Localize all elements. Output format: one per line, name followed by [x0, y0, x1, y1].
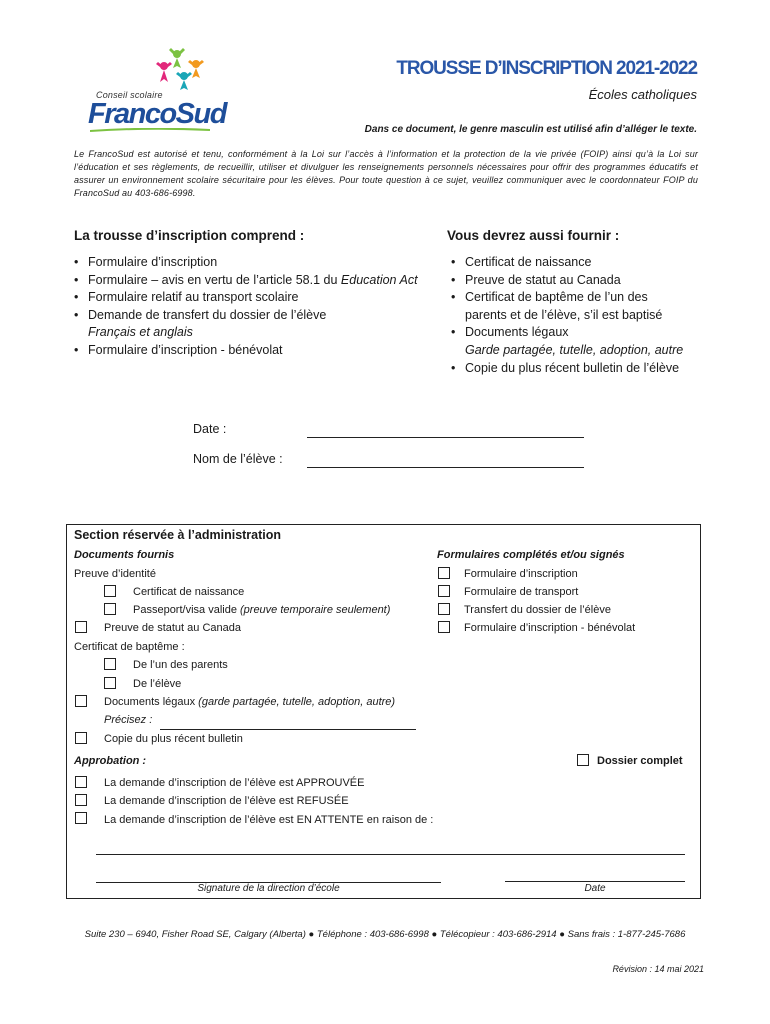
required-docs-heading: Vous devrez aussi fournir : [447, 228, 620, 243]
refused-label: La demande d’inscription de l’élève est REFUSÉE [104, 795, 349, 807]
signature-caption: Signature de la direction d’école [197, 883, 340, 894]
logo-swoosh-icon [90, 128, 210, 132]
legal-docs-label: Documents légaux (garde partagée, tutelle, adoption, autre) [104, 696, 396, 708]
revision-date: Révision : 14 mai 2021 [612, 964, 704, 974]
list-item: • Formulaire relatif au transport scolaire [74, 289, 434, 307]
list-item: • Demande de transfert du dossier de l’élève Français et anglais [74, 307, 434, 342]
gender-note: Dans ce document, le genre masculin est utilisé afin d’alléger le texte. [364, 124, 697, 135]
file-complete-label: Dossier complet [597, 755, 683, 767]
logo-star-green [169, 48, 185, 68]
birth-certificate-label: Certificat de naissance [133, 586, 245, 598]
baptism-label: Certificat de baptême : [74, 641, 185, 653]
signature-date-caption: Date [584, 883, 606, 894]
approved-label: La demande d’inscription de l’élève est APPROUVÉE [104, 777, 365, 789]
form-transfer-label: Transfert du dossier de l’élève [464, 604, 611, 616]
admin-section [66, 524, 701, 899]
file-complete-checkbox[interactable] [577, 754, 589, 766]
page-subtitle: Écoles catholiques [588, 87, 697, 102]
student-name-label: Nom de l’élève : [193, 452, 283, 466]
list-item: • Preuve de statut au Canada [451, 272, 711, 290]
logo-star-teal [176, 72, 192, 90]
kit-contents-list [74, 254, 434, 360]
list-item: • Formulaire d’inscription [74, 254, 434, 272]
baptism-student-checkbox[interactable] [104, 677, 116, 689]
list-item: • Copie du plus récent bulletin de l’élève [451, 360, 711, 378]
kit-contents-heading: La trousse d’inscription comprend : [74, 228, 305, 243]
form-volunteer-checkbox[interactable] [438, 621, 450, 633]
page-title: TROUSSE D’INSCRIPTION 2021-2022 [396, 58, 697, 79]
baptism-parent-label: De l’un des parents [133, 659, 228, 671]
specify-label: Précisez : [104, 714, 153, 726]
logo-tagline: Conseil scolaire [96, 90, 163, 100]
status-proof-checkbox[interactable] [75, 621, 87, 633]
status-proof-label: Preuve de statut au Canada [104, 622, 241, 634]
list-item: • Documents légaux Garde partagée, tutelle, adoption, autre [451, 324, 711, 359]
signature-date-field[interactable] [505, 881, 685, 882]
required-docs-list [451, 254, 711, 377]
foip-notice: Le FrancoSud est autorisé et tenu, conformément à la Loi sur l’accès à l’information et la protection de la vie privée (FOIP) ainsi qu’à la Loi sur l’éducation et ses règlements, de recueillir, utiliser et divulguer les renseignements personnels nécessaires pour offrir des programmes éducatifs et assurer un environnement scolaire sécuritaire pour les élèves. Pour toute question à ce sujet, veuillez communiquer avec le coordonnateur FOIP du FrancoSud au 403-686-6998. [74, 149, 698, 199]
form-transfer-checkbox[interactable] [438, 603, 450, 615]
baptism-parent-checkbox[interactable] [104, 658, 116, 670]
list-item: • Certificat de baptême de l’un des parents et de l’élève, s’il est baptisé [451, 289, 711, 324]
approved-checkbox[interactable] [75, 776, 87, 788]
birth-certificate-checkbox[interactable] [104, 585, 116, 597]
passport-label: Passeport/visa valide (preuve temporaire seulement) [133, 604, 391, 616]
docs-provided-heading: Documents fournis [74, 549, 175, 561]
form-volunteer-label: Formulaire d’inscription - bénévolat [464, 622, 636, 634]
logo-star-pink [156, 62, 172, 82]
pending-label: La demande d’inscription de l’élève est EN ATTENTE en raison de : [104, 814, 434, 826]
student-name-field[interactable] [307, 467, 584, 468]
refused-checkbox[interactable] [75, 794, 87, 806]
form-registration-label: Formulaire d’inscription [464, 568, 578, 580]
baptism-student-label: De l’élève [133, 678, 182, 690]
list-item: • Formulaire d’inscription - bénévolat [74, 342, 434, 360]
francosud-logo [84, 42, 226, 134]
form-transport-label: Formulaire de transport [464, 586, 579, 598]
form-registration-checkbox[interactable] [438, 567, 450, 579]
passport-checkbox[interactable] [104, 603, 116, 615]
approval-heading: Approbation : [74, 755, 147, 767]
logo-star-orange [188, 60, 204, 78]
report-card-checkbox[interactable] [75, 732, 87, 744]
specify-field[interactable] [160, 729, 416, 730]
list-item: • Certificat de naissance [451, 254, 711, 272]
pending-checkbox[interactable] [75, 812, 87, 824]
date-label: Date : [193, 422, 227, 436]
legal-docs-checkbox[interactable] [75, 695, 87, 707]
report-card-label: Copie du plus récent bulletin [104, 733, 243, 745]
date-field[interactable] [307, 437, 584, 438]
list-item: • Formulaire – avis en vertu de l’article 58.1 du Education Act [74, 272, 434, 290]
identity-proof-label: Preuve d’identité [74, 568, 156, 580]
logo-brand-name: FrancoSud [88, 98, 226, 130]
pending-reason-field[interactable] [96, 854, 685, 855]
form-transport-checkbox[interactable] [438, 585, 450, 597]
admin-heading: Section réservée à l’administration [74, 528, 282, 542]
forms-completed-heading: Formulaires complétés et/ou signés [437, 549, 625, 561]
footer-contact: Suite 230 – 6940, Fisher Road SE, Calgary (Alberta) ● Téléphone : 403-686-6998 ● Télécopieur : 403-686-2914 ● Sans frais : 1-877-245-7686 [84, 929, 686, 940]
